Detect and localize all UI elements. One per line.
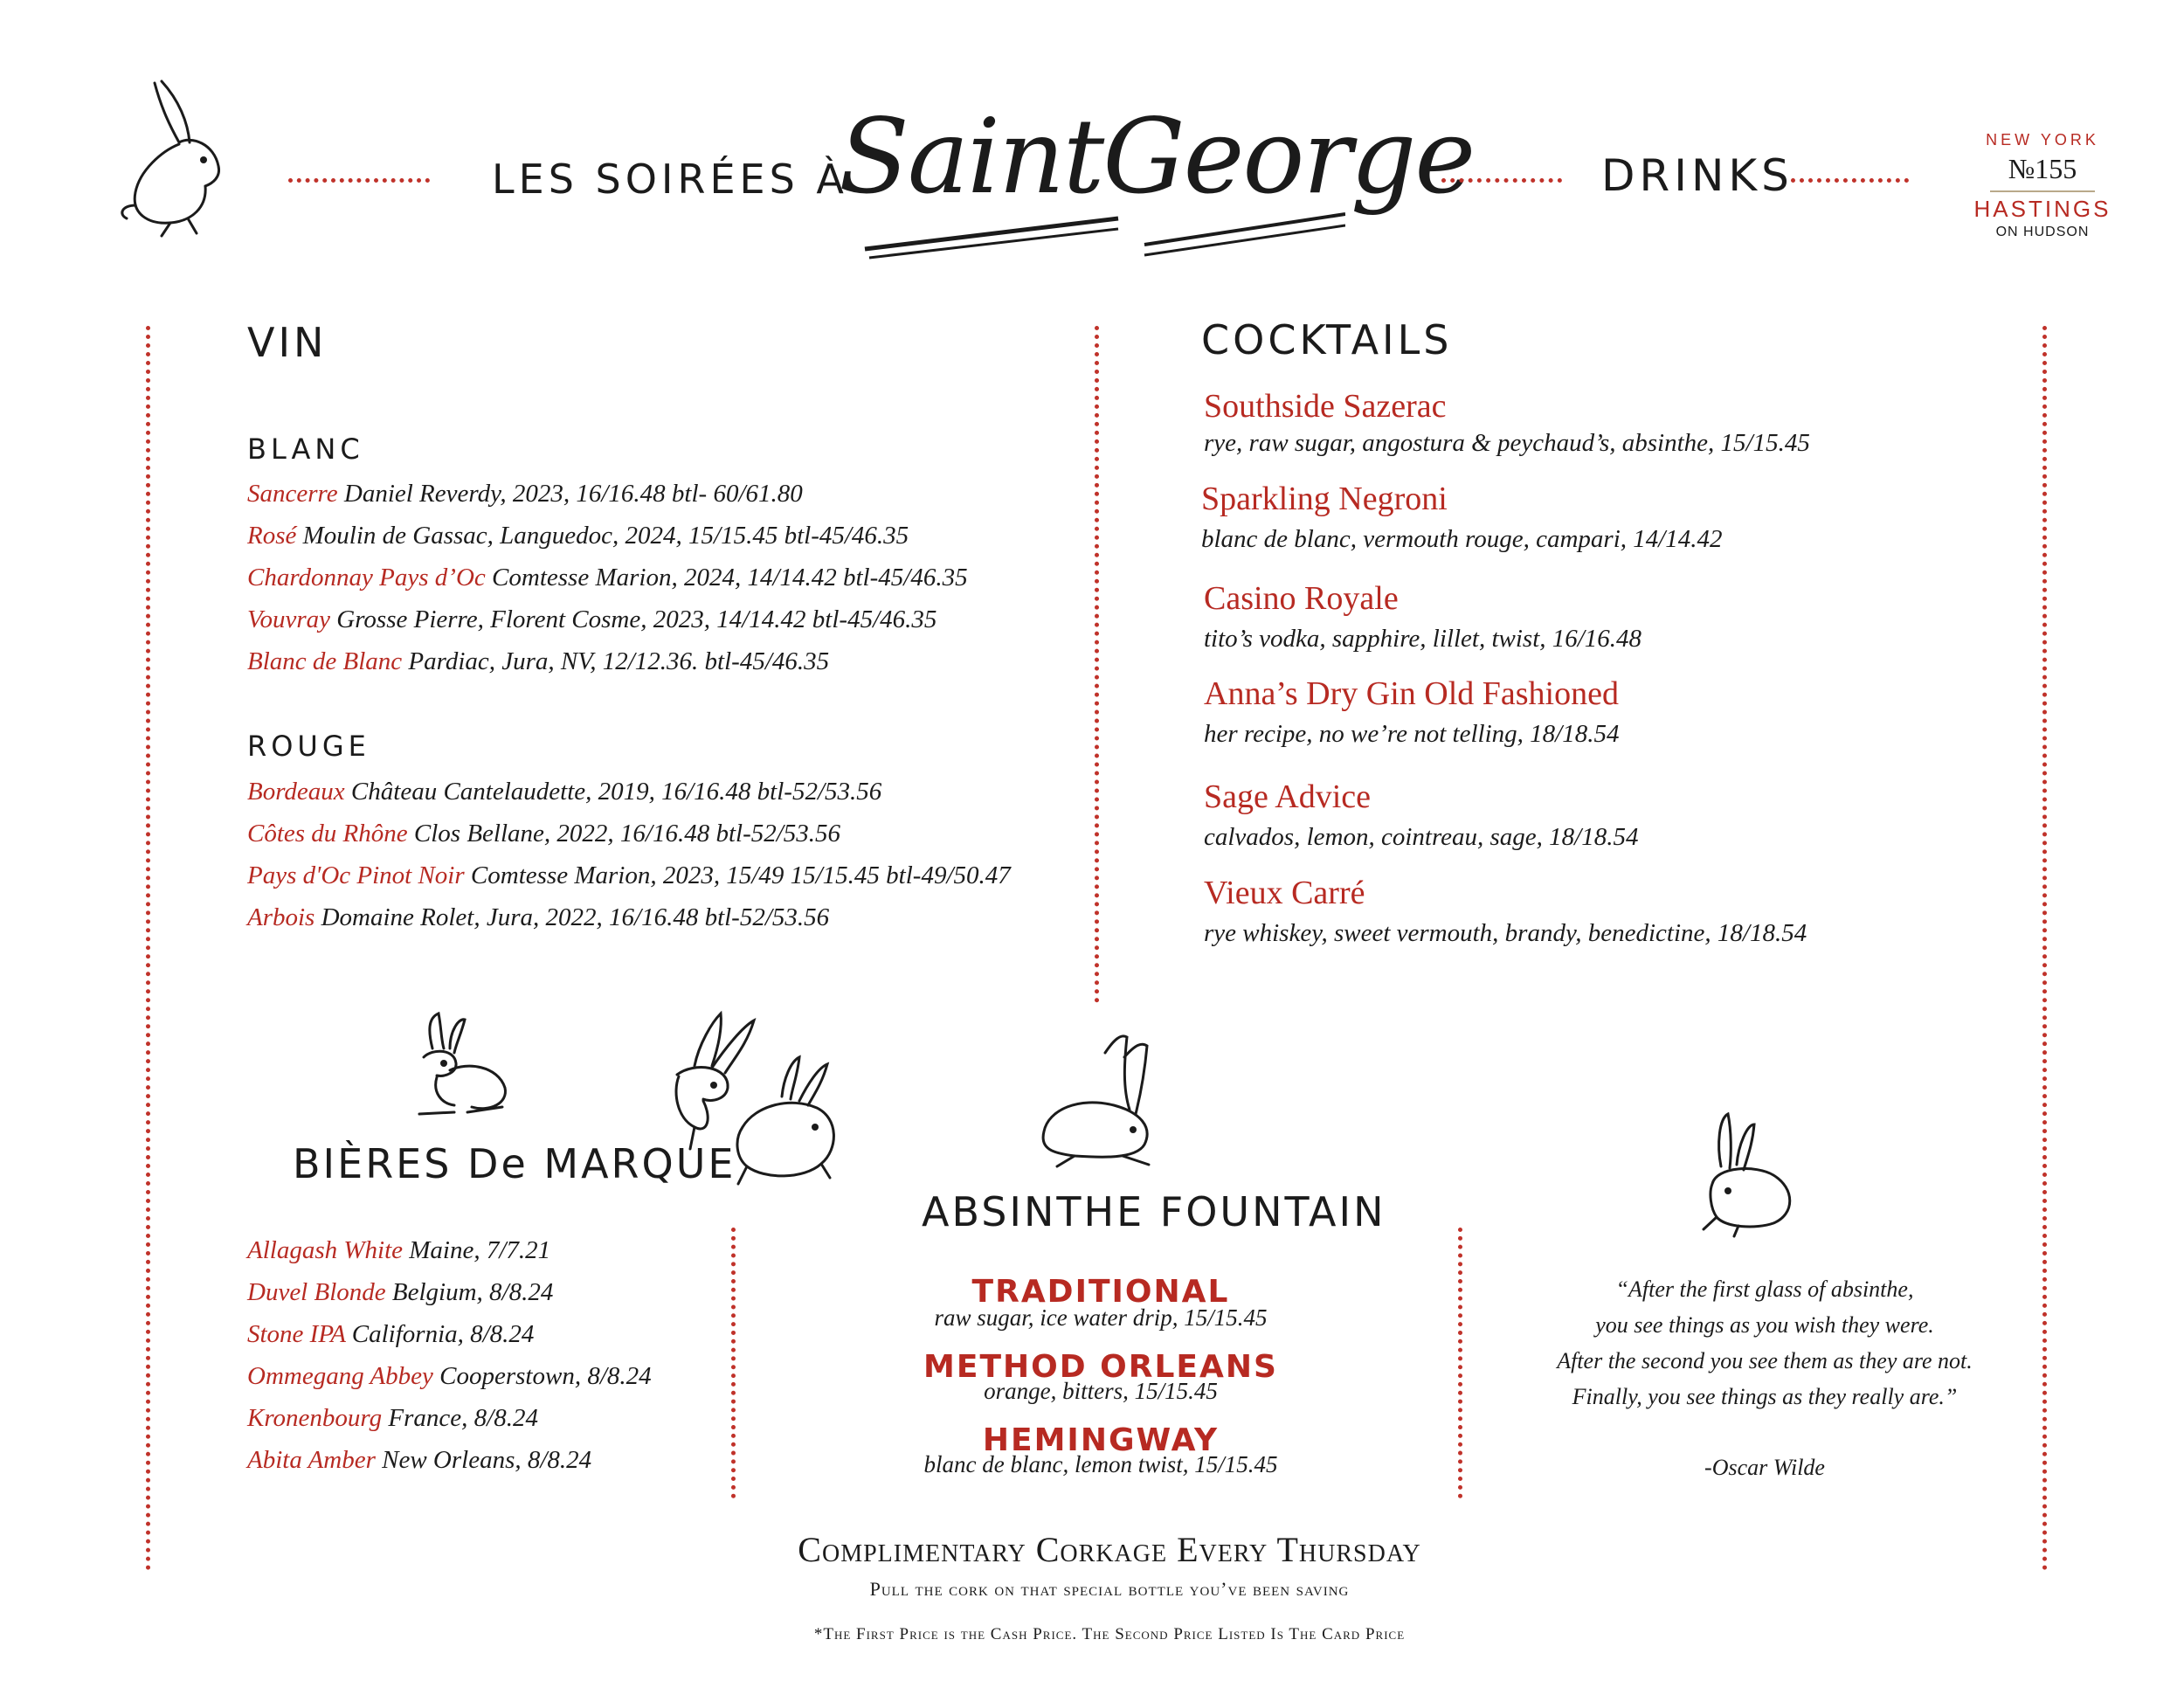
header-divider-mid xyxy=(1441,178,1562,183)
divider-right-edge xyxy=(2042,326,2047,1571)
list-item: Blanc de Blanc Pardiac, Jura, NV, 12/12.36. btl-45/46.35 xyxy=(247,647,830,675)
cocktail-item: Sparkling Negroni blanc de blanc, vermouth rouge, campari, 14/14.42 xyxy=(1201,481,1723,553)
list-item: Ommegang Abbey Cooperstown, 8/8.24 xyxy=(247,1362,652,1390)
list-item: Arbois Domaine Rolet, Jura, 2022, 16/16.48 btl-52/53.56 xyxy=(247,903,830,931)
rabbit-icon xyxy=(402,1009,520,1131)
cocktails-title: COCKTAILS xyxy=(1201,316,1453,363)
divider-left-edge xyxy=(146,326,150,1571)
header-tagline: LES SOIRÉES À xyxy=(492,156,848,203)
bieres-list xyxy=(247,1229,652,1481)
list-item: Côtes du Rhône Clos Bellane, 2022, 16/16.48 btl-52/53.56 xyxy=(247,820,841,847)
bieres-title: BIÈRES De MARQUE xyxy=(293,1140,736,1187)
header-divider-left xyxy=(288,178,430,183)
header-drinks: DRINKS xyxy=(1601,150,1794,201)
badge-number: №155 xyxy=(2008,153,2077,184)
cocktail-item: Sage Advice calvados, lemon, cointreau, sage, 18/18.54 xyxy=(1204,778,1639,851)
badge-city: NEW YORK xyxy=(1986,131,2099,149)
rouge-list xyxy=(247,771,1011,938)
blanc-title: BLANC xyxy=(247,432,364,466)
price-footnote: *The First Price is the Cash Price. The Second Price Listed Is The Card Price xyxy=(813,1625,1406,1643)
list-item: Duvel Blonde Belgium, 8/8.24 xyxy=(247,1278,554,1306)
rabbit-icon xyxy=(109,74,240,240)
list-item: Sancerre Daniel Reverdy, 2023, 16/16.48 btl- 60/61.80 xyxy=(247,480,803,508)
address-badge xyxy=(1964,131,2121,240)
list-item: Chardonnay Pays d’Oc Comtesse Marion, 2024, 14/14.42 btl-45/46.35 xyxy=(247,564,968,591)
saint-george-logo: SaintGeorge xyxy=(839,96,1363,262)
badge-town: HASTINGS xyxy=(1973,196,2111,222)
list-item: Kronenbourg France, 8/8.24 xyxy=(247,1404,538,1432)
divider-absinthe-right xyxy=(1458,1228,1462,1498)
cocktail-item: Vieux Carré rye whiskey, sweet vermouth, brandy, benedictine, 18/18.54 xyxy=(1204,875,1807,947)
oscar-wilde-quote: “After the first glass of absinthe, you see things as you wish they were. After the second you see them as they are not. Finally, you see things as they really are.” -Oscar Wilde xyxy=(1520,1271,2009,1485)
cocktail-item: Southside Sazerac rye, raw sugar, angostura & peychaud’s, absinthe, 15/15.45 xyxy=(1204,388,1810,457)
list-item: Pays d'Oc Pinot Noir Comtesse Marion, 2023, 15/49 15/15.45 btl-49/50.47 xyxy=(247,861,1011,889)
badge-region: ON HUDSON xyxy=(1995,225,2090,239)
divider-absinthe-left xyxy=(731,1228,736,1498)
cocktail-item: Casino Royale tito’s vodka, sapphire, lillet, twist, 16/16.48 xyxy=(1204,580,1642,653)
rouge-title: ROUGE xyxy=(247,730,370,763)
list-item: Stone IPA California, 8/8.24 xyxy=(247,1320,535,1348)
blanc-list xyxy=(247,473,968,682)
absinthe-item: HEMINGWAY blanc de blanc, lemon twist, 15/15.45 xyxy=(923,1422,1278,1477)
rabbit-icon xyxy=(1026,1027,1171,1171)
cocktail-item: Anna’s Dry Gin Old Fashioned her recipe, no we’re not telling, 18/18.54 xyxy=(1204,675,1620,748)
rabbit-icon xyxy=(1686,1105,1808,1236)
corkage-title: Complimentary Corkage Every Thursday xyxy=(798,1530,1421,1569)
list-item: Rosé Moulin de Gassac, Languedoc, 2024, 15/15.45 btl-45/46.35 xyxy=(247,522,909,550)
list-item: Vouvray Grosse Pierre, Florent Cosme, 2023, 14/14.42 btl-45/46.35 xyxy=(247,605,937,633)
list-item: Abita Amber New Orleans, 8/8.24 xyxy=(247,1446,592,1474)
corkage-subtitle: Pull the cork on that special bottle you’ve been saving xyxy=(869,1578,1350,1600)
list-item: Allagash White Maine, 7/7.21 xyxy=(247,1236,551,1264)
list-item: Bordeaux Château Cantelaudette, 2019, 16/16.48 btl-52/53.56 xyxy=(247,778,882,806)
quote-author: -Oscar Wilde xyxy=(1704,1455,1825,1480)
absinthe-item: TRADITIONAL raw sugar, ice water drip, 15/15.45 xyxy=(934,1274,1268,1331)
absinthe-item: METHOD ORLEANS orange, bitters, 15/15.45 xyxy=(923,1349,1278,1404)
absinthe-title: ABSINTHE FOUNTAIN xyxy=(922,1188,1386,1235)
header-divider-right xyxy=(1791,178,1909,183)
vin-title: VIN xyxy=(247,319,328,366)
divider-center xyxy=(1095,326,1099,1003)
